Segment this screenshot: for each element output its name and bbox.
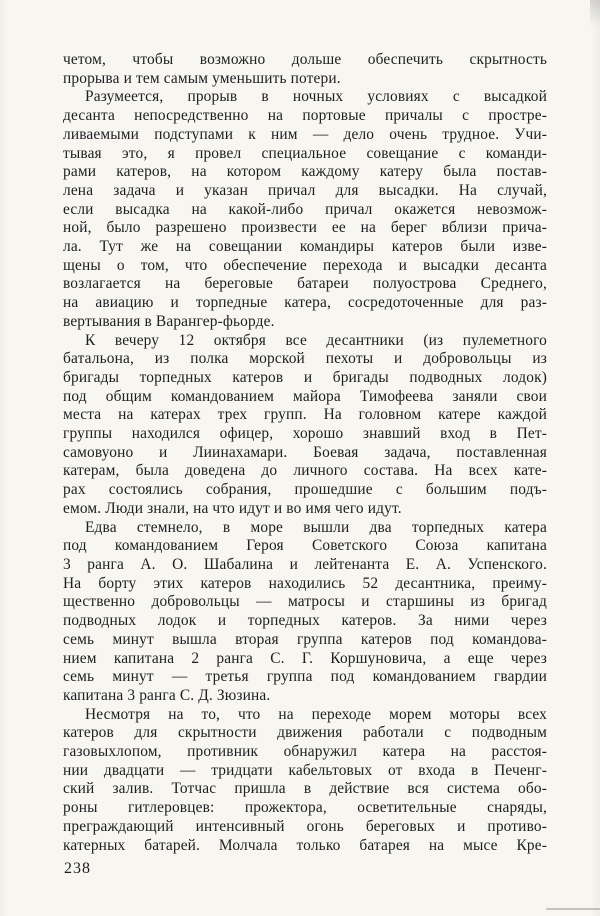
- text-line: ла. Тут же на совещании командиры катеров были изве-: [63, 238, 547, 256]
- body-text: [63, 51, 547, 855]
- text-line: четом, чтобы возможно дольше обеспечить скрытность: [63, 51, 547, 68]
- text-line: батальона, из полка морской пехоты и добровольцы из: [63, 350, 547, 368]
- paragraph: [63, 706, 547, 856]
- text-line: Разумеется, прорыв в ночных условиях с высадкой: [85, 88, 547, 106]
- text-line: катерам, была доведена до личного состава. На всех кате-: [63, 462, 547, 480]
- text-line: капитана 3 ранга С. Д. Зюзина.: [63, 686, 271, 704]
- text-line: К вечеру 12 октября все десантники (из пулеметного: [85, 331, 547, 349]
- text-line: семь минут — третья группа под командованием гвардии: [63, 668, 547, 686]
- text-line: семь минут вышла вторая группа катеров под командова-: [63, 630, 547, 648]
- text-line: возлагается на береговые батареи полуострова Среднего,: [63, 275, 547, 293]
- text-line: ной, было разрешено произвести ее на берег вблизи прича-: [63, 219, 547, 237]
- text-line: группы находился офицер, хорошо знавший вход в Пет-: [63, 425, 547, 443]
- page-number: 238: [64, 860, 91, 877]
- text-line: тывая это, я провел специальное совещание с команди-: [63, 144, 547, 162]
- text-line: Несмотря на то, что на переходе морем моторы всех: [85, 705, 547, 723]
- text-line: рах состоялись собрания, прошедшие с большим подъ-: [63, 481, 547, 499]
- text-line: под общим командованием майора Тимофеева заняли свои: [63, 387, 547, 405]
- text-line: роны гитлеровцев: прожектора, осветительные снаряды,: [63, 799, 547, 817]
- text-line: под командованием Героя Советского Союза капитана: [63, 537, 547, 555]
- text-line: газовыхлопом, противник обнаружил катера на расстоя-: [63, 743, 547, 761]
- text-line: катерных батарей. Молчала только батарея на мысе Кре-: [63, 836, 547, 854]
- text-line: самовуоно и Лиинахамари. Боевая задача, поставленная: [63, 443, 547, 461]
- text-line: подводных лодок и торпедных катеров. За ними через: [63, 612, 547, 630]
- text-line: места на катерах трех групп. На головном катере каждой: [63, 406, 547, 424]
- text-line: 3 ранга А. О. Шабалина и лейтенанта Е. А. Успенского.: [63, 555, 547, 573]
- text-line: если высадка на какой-либо причал окажется невозмож-: [63, 200, 547, 218]
- text-line: прорыва и тем самым уменьшить потери.: [63, 69, 341, 87]
- paragraph: [63, 332, 547, 519]
- text-line: бригады торпедных катеров и бригады подводных лодок): [63, 368, 547, 386]
- text-line: вертывания в Варангер-фьорде.: [63, 312, 275, 330]
- text-line: лена задача и указан причал для высадки. На случай,: [63, 181, 547, 199]
- scan-artifact-bottom-right: [546, 908, 600, 910]
- text-line: На борту этих катеров находились 52 десантника, преиму-: [63, 574, 547, 592]
- text-line: емом. Люди знали, на что идут и во имя чего идут.: [63, 499, 402, 517]
- text-line: катеров для скрытности движения работали с подводным: [63, 724, 547, 742]
- paragraph: [63, 51, 547, 88]
- text-line: ский залив. Тотчас пришла в действие вся система обо-: [63, 780, 547, 798]
- text-line: нии двадцати — тридцати кабельтовых от входа в Печенг-: [63, 761, 547, 779]
- text-line: рами катеров, на котором каждому катеру была постав-: [63, 163, 547, 181]
- text-line: Едва стемнело, в море вышли два торпедных катера: [85, 518, 547, 536]
- text-line: щены о том, что обеспечение перехода и высадки десанта: [63, 256, 547, 274]
- text-line: щественно добровольцы — матросы и старшины из бригад: [63, 593, 547, 611]
- text-line: ливаемыми подступами к ним — дело очень трудное. Учи-: [63, 125, 547, 143]
- text-line: преграждающий интенсивный огонь береговых и противо-: [63, 817, 547, 835]
- text-line: на авиацию и торпедные катера, сосредоточенные для раз-: [63, 294, 547, 312]
- scan-artifact-top-right: [590, 0, 600, 26]
- paragraph: [63, 519, 547, 706]
- text-line: десанта непосредственно на портовые причалы с простре-: [63, 107, 547, 125]
- text-line: нием капитана 2 ранга С. Г. Коршуновича, а еще через: [63, 649, 547, 667]
- paragraph: [63, 88, 547, 331]
